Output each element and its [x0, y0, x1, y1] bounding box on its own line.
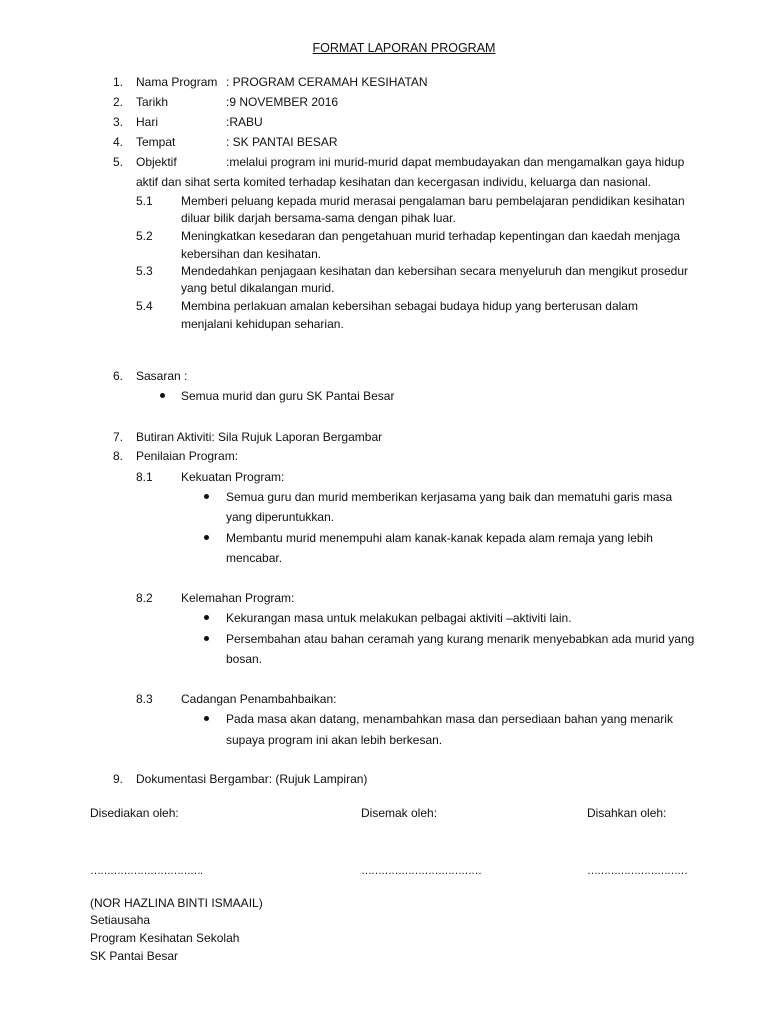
kekuatan-bullet-cont: mencabar. — [226, 551, 283, 565]
objective-number: 5.1 — [136, 194, 153, 208]
item-number: 7. — [113, 430, 124, 444]
item-number: 6. — [113, 369, 124, 383]
subsection-number: 8.3 — [136, 692, 153, 706]
item-label-hari: Hari — [136, 115, 159, 129]
kelemahan-label: Kelemahan Program: — [181, 591, 295, 605]
bullet-icon — [204, 494, 209, 499]
sasaran-label: Sasaran : — [136, 369, 188, 383]
item-value-nama-program: : PROGRAM CERAMAH KESIHATAN — [226, 75, 428, 89]
bullet-icon — [204, 535, 209, 540]
item-number: 8. — [113, 449, 124, 463]
objective-text: yang betul dikalangan murid. — [181, 281, 335, 295]
kelemahan-bullet: Kekurangan masa untuk melakukan pelbagai aktiviti –aktiviti lain. — [226, 611, 572, 625]
item-number: 5. — [113, 155, 124, 169]
sasaran-bullet: Semua murid dan guru SK Pantai Besar — [181, 389, 395, 403]
cadangan-bullet-cont: supaya program ini akan lebih berkesan. — [226, 733, 443, 747]
item-number: 9. — [113, 772, 124, 786]
item-value-objektif: :melalui program ini murid-murid dapat membudayakan dan mengamalkan gaya hidup — [226, 155, 685, 169]
kekuatan-label: Kekuatan Program: — [181, 470, 285, 484]
objective-text: menjalani kehidupan seharian. — [181, 317, 344, 331]
kelemahan-bullet: Persembahan atau bahan ceramah yang kurang menarik menyebabkan ada murid yang — [226, 632, 695, 646]
subsection-number: 8.1 — [136, 470, 153, 484]
item-label-nama-program: Nama Program — [136, 75, 218, 89]
item-number: 2. — [113, 95, 124, 109]
bullet-icon — [160, 393, 165, 398]
bullet-icon — [204, 636, 209, 641]
item-number: 3. — [113, 115, 124, 129]
objective-text: Mendedahkan penjagaan kesihatan dan kebersihan secara menyeluruh dan mengikut prosedur — [181, 264, 689, 278]
checked-by-label: Disemak oleh: — [361, 806, 438, 820]
item-value-objektif-cont: aktif dan sihat serta komited terhadap kesihatan dan kecergasan individu, keluarga dan nasional. — [136, 175, 651, 189]
kekuatan-bullet: Semua guru dan murid memberikan kerjasama yang baik dan mematuhi garis masa — [226, 490, 673, 504]
signer-name: (NOR HAZLINA BINTI ISMAAIL) — [90, 896, 263, 910]
cadangan-bullet: Pada masa akan datang, menambahkan masa dan persediaan bahan yang menarik — [226, 712, 673, 726]
butiran-text: Butiran Aktiviti: Sila Rujuk Laporan Bergambar — [136, 430, 383, 444]
cadangan-label: Cadangan Penambahbaikan: — [181, 692, 337, 706]
signer-program: Program Kesihatan Sekolah — [90, 931, 240, 945]
objective-text: Membina perlakuan amalan kebersihan sebagai budaya hidup yang berterusan dalam — [181, 299, 638, 313]
objective-text: Memberi peluang kepada murid merasai pengalaman baru pembelajaran pendidikan kesihatan — [181, 194, 685, 208]
objective-text: kebersihan dan kesihatan. — [181, 247, 322, 261]
item-label-tempat: Tempat — [136, 135, 176, 149]
objective-text: Meningkatkan kesedaran dan pengetahuan murid terhadap kepentingan dan kaedah menjaga — [181, 229, 681, 243]
item-label-objektif: Objektif — [136, 155, 177, 169]
signer-school: SK Pantai Besar — [90, 949, 179, 963]
kelemahan-bullet-cont: bosan. — [226, 652, 263, 666]
approved-by-label: Disahkan oleh: — [587, 806, 667, 820]
penilaian-label: Penilaian Program: — [136, 449, 239, 463]
bullet-icon — [204, 615, 209, 620]
signature-line: ………………………… — [587, 865, 687, 877]
objective-text: diluar bilik darjah bersama-sama dengan pihak luar. — [181, 211, 456, 225]
subsection-number: 8.2 — [136, 591, 153, 605]
signer-role: Setiausaha — [90, 913, 151, 927]
item-number: 1. — [113, 75, 124, 89]
dokumentasi-text: Dokumentasi Bergambar: (Rujuk Lampiran) — [136, 772, 368, 786]
item-value-tarikh: :9 NOVEMBER 2016 — [226, 95, 339, 109]
item-value-tempat: : SK PANTAI BESAR — [226, 135, 338, 149]
document-title: FORMAT LAPORAN PROGRAM — [312, 41, 496, 55]
objective-number: 5.4 — [136, 299, 153, 313]
item-label-tarikh: Tarikh — [136, 95, 169, 109]
item-value-hari: :RABU — [226, 115, 263, 129]
kekuatan-bullet: Membantu murid menempuhi alam kanak-kanak kepada alam remaja yang lebih — [226, 531, 653, 545]
kekuatan-bullet-cont: yang diperuntukkan. — [226, 510, 335, 524]
prepared-by-label: Disediakan oleh: — [90, 806, 179, 820]
objective-number: 5.3 — [136, 264, 153, 278]
objective-number: 5.2 — [136, 229, 153, 243]
signature-line: ……………………………. — [90, 865, 203, 877]
signature-line: ……………………………… — [361, 865, 481, 877]
item-number: 4. — [113, 135, 124, 149]
bullet-icon — [204, 716, 209, 721]
